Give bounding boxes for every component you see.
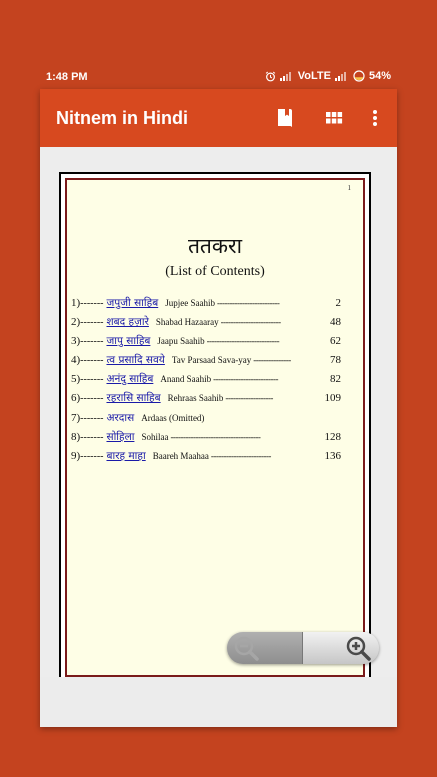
toc-item-english: Baareh Maahaa — [152, 450, 209, 461]
toc-item-english: Jupjee Saahib — [165, 298, 215, 308]
toc-item-leader: ------------------- — [225, 393, 273, 404]
toc-item-english: Tav Parsaad Sava-yay — [171, 355, 252, 366]
toc-subtitle: (List of Contents) — [165, 264, 265, 279]
document-viewer[interactable] — [40, 147, 397, 727]
status-icons — [265, 70, 391, 82]
app-toolbar — [40, 89, 397, 147]
battery-icon — [353, 70, 365, 82]
document-page — [59, 172, 371, 679]
toc-item-leader: --------------- — [253, 355, 291, 366]
bookmark-icon[interactable] — [273, 106, 297, 130]
app-title: Nitnem in Hindi — [56, 108, 188, 128]
toc-item-link[interactable]: त्व प्रसादि सवये — [106, 354, 165, 367]
toc-item — [71, 315, 341, 334]
toc-item-label: अरदास — [106, 411, 135, 424]
toc-item-dash: ------- — [80, 374, 104, 386]
toc-item-number: 4) — [71, 354, 81, 367]
zoom-control — [227, 632, 379, 664]
toc-item-number: 1) — [71, 297, 81, 309]
signal-icon — [335, 71, 349, 81]
toc-item-leader: ----------------------------- — [206, 336, 280, 347]
toc-item-leader: -------------------------- — [213, 374, 279, 385]
toc-item-page: 128 — [324, 430, 341, 443]
toc-item-dash: ------- — [80, 412, 104, 424]
zoom-out-icon — [233, 635, 261, 664]
toc-item-number: 9) — [71, 449, 81, 462]
battery-percent: 54% — [368, 70, 391, 82]
toc-item-leader: ------------------------- — [216, 298, 280, 308]
toc-item — [71, 353, 341, 372]
toc-item-number: 6) — [71, 392, 81, 405]
toc-item-english: Jaapu Saahib — [157, 336, 205, 347]
zoom-out-button[interactable] — [227, 632, 303, 664]
toc-item-page: 109 — [324, 392, 341, 405]
toc-item-dash: ------- — [80, 298, 104, 309]
toc-item-number: 5) — [71, 373, 81, 386]
toc-item-english: Ardaas (Omitted) — [141, 412, 205, 423]
toc-item-page: 82 — [330, 373, 341, 386]
toc-item-dash: ------- — [80, 355, 104, 367]
app-window — [40, 89, 397, 727]
toc-item-link[interactable]: जपुजी साहिब — [106, 297, 159, 309]
bottom-area — [40, 677, 397, 727]
toc-item — [71, 391, 341, 410]
signal-icon — [280, 71, 294, 81]
toc-item-link[interactable]: बारह माहा — [106, 449, 146, 462]
toc-item-page: 48 — [330, 316, 341, 329]
toc-item-dash: ------- — [80, 431, 104, 443]
toc-item-number: 2) — [71, 316, 81, 329]
toc-item — [71, 372, 341, 391]
toc-item-dash: ------- — [80, 317, 104, 329]
toc-item-dash: ------- — [80, 393, 104, 405]
toc-item-number: 7) — [71, 411, 81, 424]
toc-item-link[interactable]: सोहिला — [106, 430, 135, 443]
more-vert-icon[interactable] — [363, 106, 387, 130]
grid-icon[interactable] — [322, 106, 346, 130]
toc-item-english: Sohilaa — [141, 431, 169, 442]
toc-item-link[interactable]: अनंदु साहिब — [106, 373, 154, 386]
page-border — [65, 178, 365, 677]
toc-item — [71, 411, 341, 430]
toc-item-number: 3) — [71, 335, 81, 348]
toc-item-link[interactable]: जापु साहिब — [106, 335, 151, 348]
toc-item-leader: ------------------------ — [210, 450, 271, 461]
toc-item-english: Anand Saahib — [160, 374, 212, 385]
toc-item — [71, 449, 341, 468]
toc-item — [71, 334, 341, 353]
toc-item-english: Rehraas Saahib — [167, 393, 224, 404]
toc-item-page: 78 — [330, 354, 341, 367]
toc-title: ततकरा — [187, 234, 243, 258]
toc-item-english: Shabad Hazaaray — [155, 317, 219, 328]
alarm-icon — [265, 71, 276, 82]
toc-item-page: 136 — [324, 449, 341, 462]
page-number: 1 — [347, 184, 351, 192]
toc-item-page: 2 — [335, 297, 341, 309]
toc-item-leader: ------------------------------------ — [170, 431, 261, 442]
status-time: 1:48 PM — [46, 71, 88, 83]
toc-item-dash: ------- — [80, 336, 104, 348]
zoom-in-button[interactable] — [303, 632, 379, 664]
status-bar — [0, 66, 437, 88]
toc-item-number: 8) — [71, 430, 81, 443]
toc-item-page: 62 — [330, 335, 341, 348]
toc-item-dash: ------- — [80, 450, 104, 462]
zoom-in-icon — [345, 635, 373, 664]
toc-item-leader: ------------------------ — [220, 317, 281, 328]
toc-item-link[interactable]: शबद हज़ारे — [106, 316, 149, 329]
toc-item-link[interactable]: रहरासि साहिब — [106, 392, 161, 405]
network-type: VoLTE — [297, 70, 331, 82]
toc-item — [71, 430, 341, 449]
toc-item — [71, 296, 341, 315]
toc-list — [71, 296, 341, 468]
